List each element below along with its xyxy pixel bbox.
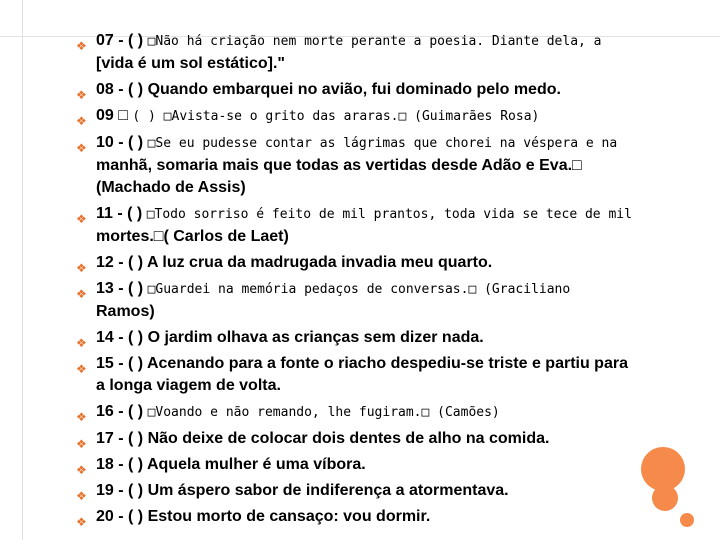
item-first-line (96, 79, 716, 101)
list-item (76, 278, 716, 323)
list-item (76, 252, 716, 274)
bullet-icon: ❖ (76, 114, 87, 128)
list-item (76, 401, 716, 424)
item-text-segment: 15 - ( ) Acenando para a fonte o riacho despediu-se triste e partiu para (96, 355, 628, 372)
item-continuation-line: [vida é um sol estático]." (96, 55, 285, 72)
item-first-line (96, 30, 716, 53)
item-continuation-line: mortes.□( Carlos de Laet) (96, 228, 289, 245)
item-first-line (96, 105, 716, 128)
item-first-line (96, 252, 716, 274)
bullet-icon: ❖ (76, 437, 87, 451)
item-continuation-line: (Machado de Assis) (96, 179, 246, 196)
item-text-segment: ( ) □Avista-se o grito das araras.□ (Guimarães Rosa) (132, 109, 540, 124)
item-first-line (96, 132, 716, 155)
item-continuation-line: manhã, somaria mais que todas as vertidas desde Adão e Eva.□ (96, 157, 582, 174)
list-item (76, 454, 716, 476)
item-text-segment: 08 - ( ) Quando embarquei no avião, fui dominado pelo medo. (96, 81, 561, 98)
item-first-line (96, 327, 716, 349)
item-text-segment: □Não há criação nem morte perante a poesia. Diante dela, a (147, 34, 602, 49)
bullet-icon: ❖ (76, 515, 87, 529)
list-item (76, 428, 716, 450)
item-text-segment: 16 - ( ) (96, 403, 148, 420)
item-text-segment: 12 - ( ) A luz crua da madrugada invadia meu quarto. (96, 254, 493, 271)
bullet-icon: ❖ (76, 261, 87, 275)
item-first-line (96, 353, 716, 375)
item-first-line (96, 454, 716, 476)
item-text-segment: 10 - ( ) (96, 134, 148, 151)
bullet-icon: ❖ (76, 287, 87, 301)
list-item (76, 105, 716, 128)
bullet-icon: ❖ (76, 463, 87, 477)
item-first-line (96, 278, 716, 301)
item-text-segment: 07 - ( ) (96, 32, 148, 49)
exercise-list (76, 30, 716, 532)
item-text-segment: □Guardei na memória pedaços de conversas.□ (Graciliano (147, 282, 571, 297)
bullet-icon: ❖ (76, 212, 87, 226)
item-first-line (96, 506, 716, 528)
item-text-segment: □Todo sorriso é feito de mil prantos, toda vida se tece de mil (146, 207, 632, 222)
item-text-segment: □Se eu pudesse contar as lágrimas que chorei na véspera e na (147, 136, 618, 151)
bullet-icon: ❖ (76, 39, 87, 53)
item-text-segment: 13 - ( ) (96, 280, 148, 297)
list-item (76, 132, 716, 199)
item-continuation-line: Ramos) (96, 303, 155, 320)
item-text-segment: 09 □ (96, 107, 133, 124)
item-text-segment: 11 - ( ) (96, 205, 147, 222)
item-first-line (96, 480, 716, 502)
item-text-segment: 20 - ( ) Estou morto de cansaço: vou dormir. (96, 508, 431, 525)
slide-left-rule (22, 0, 23, 540)
item-text-segment: 19 - ( ) Um áspero sabor de indiferença a atormentava. (96, 482, 509, 499)
list-item (76, 353, 716, 397)
list-item (76, 327, 716, 349)
item-first-line (96, 428, 716, 450)
list-item (76, 30, 716, 75)
bullet-icon: ❖ (76, 141, 87, 155)
item-continuation-line: a longa viagem de volta. (96, 377, 281, 394)
item-text-segment: 18 - ( ) Aquela mulher é uma víbora. (96, 456, 366, 473)
bullet-icon: ❖ (76, 489, 87, 503)
item-text-segment: 14 - ( ) O jardim olhava as crianças sem dizer nada. (96, 329, 484, 346)
list-item (76, 480, 716, 502)
bullet-icon: ❖ (76, 362, 87, 376)
item-text-segment: □Voando e não remando, lhe fugiram.□ (Camões) (147, 405, 500, 420)
item-first-line (96, 203, 716, 226)
list-item (76, 79, 716, 101)
item-text-segment: 17 - ( ) Não deixe de colocar dois dentes de alho na comida. (96, 430, 550, 447)
list-item (76, 203, 716, 248)
bullet-icon: ❖ (76, 410, 87, 424)
item-first-line (96, 401, 716, 424)
bullet-icon: ❖ (76, 88, 87, 102)
bullet-icon: ❖ (76, 336, 87, 350)
list-item (76, 506, 716, 528)
